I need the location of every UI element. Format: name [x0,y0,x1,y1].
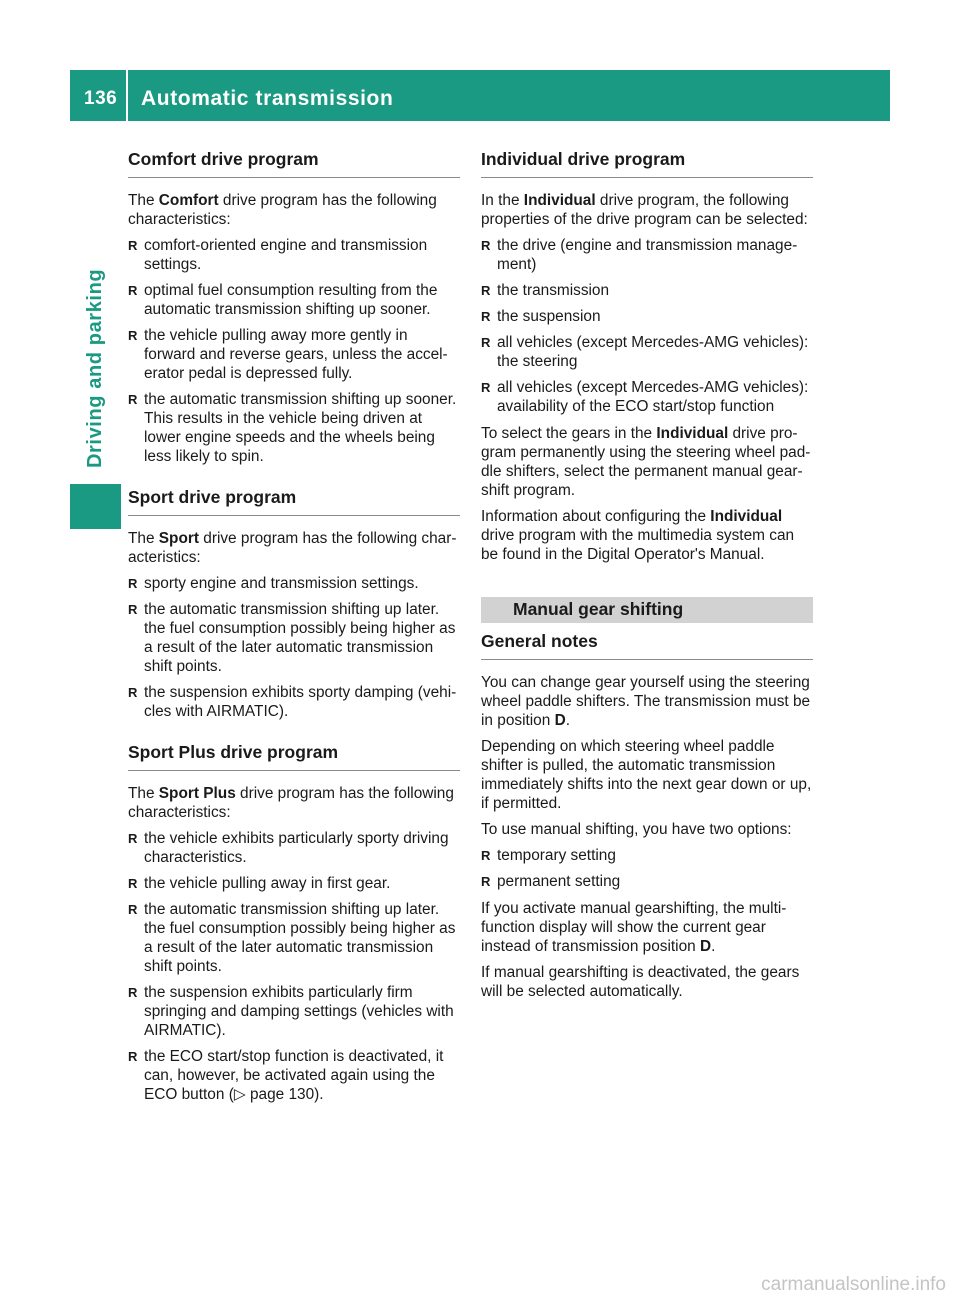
chapter-tab-marker [70,484,121,529]
list-item: R sporty engine and transmission settings. [128,574,460,593]
list-item: R the suspension exhibits sporty damping (vehi-cles with AIRMATIC). [128,683,460,721]
list-item: R the transmission [481,281,813,300]
manual-para-1: You can change gear yourself using the steering wheel paddle shifters. The transmission must be in position D. [481,674,811,729]
manual-para-5: If manual gearshifting is deactivated, the gears will be selected automatically. [481,964,800,1000]
individual-para-2: Information about configuring the Individual drive program with the multimedia system can be found in the Digital Operator's Manual. [481,508,795,563]
sport-list [128,574,460,721]
comfort-intro: The Comfort drive program has the following characteristics: [128,192,437,228]
list-item: R the drive (engine and transmission manage-ment) [481,236,813,274]
list-item: R the suspension [481,307,813,326]
page-reference-link[interactable]: page 130 [245,1086,315,1103]
manual-gear-shifting-banner: Manual gear shifting [481,597,813,623]
manual-para-2: Depending on which steering wheel paddle shifter is pulled, the automatic transmission immediately shifts into the next gear down or up, if permitted. [481,738,812,812]
list-item: R the automatic transmission shifting up later. the fuel consumption possibly being higher as a result of the later automatic transmission shift points. [128,900,460,976]
right-column [481,150,813,1008]
page-number: 136 [84,88,118,109]
individual-list [481,236,813,416]
sport-intro: The Sport drive program has the following char-acteristics: [128,530,457,566]
sport-plus-intro: The Sport Plus drive program has the following characteristics: [128,785,454,821]
footer-watermark: carmanualsonline.info [761,1274,946,1295]
list-item: R the vehicle exhibits particularly sporty driving characteristics. [128,829,460,867]
sport-plus-heading: Sport Plus drive program [128,743,460,771]
comfort-list [128,236,460,466]
manual-options-list [481,846,813,891]
sport-heading: Sport drive program [128,488,460,516]
list-item: R the automatic transmission shifting up later. the fuel consumption possibly being higher as a result of the later automatic transmission shift points. [128,600,460,676]
list-item: R optimal fuel consumption resulting from the automatic transmission shifting up sooner. [128,281,460,319]
manual-para-4: If you activate manual gearshifting, the multi-function display will show the current gear instead of transmission position D. [481,900,787,955]
list-item: R all vehicles (except Mercedes-AMG vehicles): availability of the ECO start/stop function [481,378,813,416]
manual-para-3: To use manual shifting, you have two options: [481,821,792,838]
comfort-heading: Comfort drive program [128,150,460,178]
list-item: R the ECO start/stop function is deactivated, it can, however, be activated again using the ECO button (▷ page 130). [128,1047,460,1104]
chapter-side-label: Driving and parking [84,268,106,468]
general-notes-heading: General notes [481,632,813,660]
list-item: R all vehicles (except Mercedes-AMG vehicles): the steering [481,333,813,371]
page-title: Automatic transmission [141,87,394,110]
list-item: R the vehicle pulling away more gently in forward and reverse gears, unless the accel-erator pedal is depressed fully. [128,326,460,383]
individual-intro: In the Individual drive program, the following properties of the drive program can be selected: [481,192,808,228]
header-divider [126,70,128,121]
list-item: R permanent setting [481,872,813,891]
sport-plus-list [128,829,460,1104]
individual-heading: Individual drive program [481,150,813,178]
page-ref-arrow-icon: ▷ [233,1086,246,1103]
list-item: R the suspension exhibits particularly firm springing and damping settings (vehicles with AIRMATIC). [128,983,460,1040]
list-item: R the automatic transmission shifting up sooner. This results in the vehicle being driven at lower engine speeds and the wheels being less likely to spin. [128,390,460,466]
individual-para-1: To select the gears in the Individual drive pro-gram permanently using the steering wheel pad-dle shifters, select the permanent manual gear-shift program. [481,425,811,499]
list-item: R comfort-oriented engine and transmission settings. [128,236,460,274]
list-item: R temporary setting [481,846,813,865]
left-column [128,150,460,1112]
list-item: R the vehicle pulling away in first gear. [128,874,460,893]
